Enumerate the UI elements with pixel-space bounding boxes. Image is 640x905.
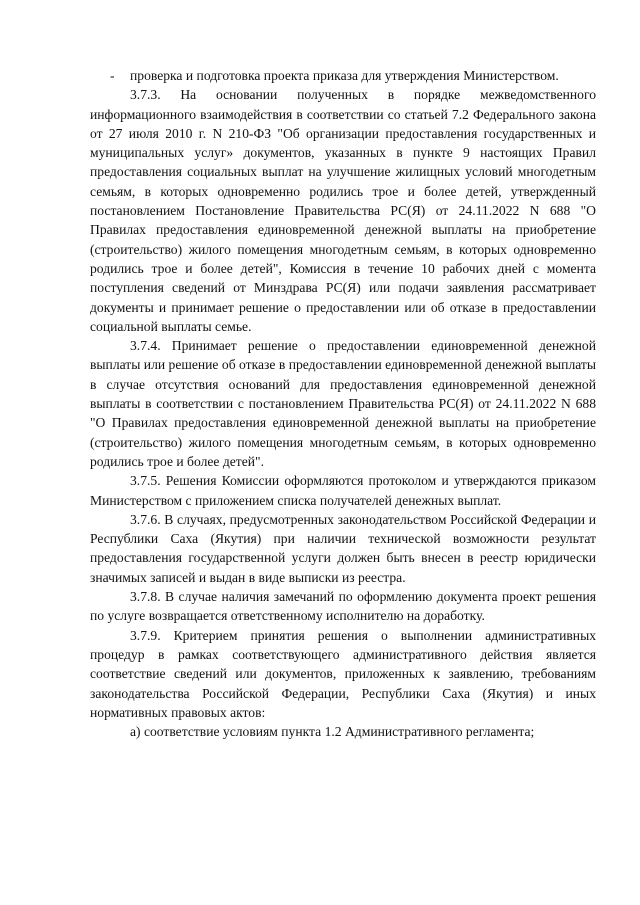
paragraph-3-7-6: 3.7.6. В случаях, предусмотренных законодательством Российской Федерации и Республики Саха (Якутия) при наличии технической возможности результат предоставления государственной услуги должен быть внесен в реестр юридически значимых записей и выдан в виде выписки из реестра. xyxy=(90,511,596,585)
paragraph-3-7-5: 3.7.5. Решения Комиссии оформляются протоколом и утверждаются приказом Министерством с приложением списка получателей денежных выплат. xyxy=(90,473,596,508)
paragraph-3-7-3: 3.7.3. На основании полученных в порядке межведомственного информационного взаимодействия в соответствии со статьей 7.2 Федерального закона от 27 июля 2010 г. N 210-ФЗ "Об организации предоставления государственных и муниципальных услуг» документов, указанных в пункте 9 настоящих Правил предоставления социальных выплат на улучшение жилищных условий многодетным семьям, в которых одновременно родились трое и более детей, утвержденный постановлением Постановление Правительства РС(Я) от 24.11.2022 N 688 "О Правилах предоставления единовременной денежной выплаты на приобретение (строительство) жилого помещения многодетным семьям, в которых одновременно родились трое и более детей", Комиссия в течение 10 рабочих дней с момента поступления сведений от Минздрава РС(Я) или подачи заявления рассматривает документы и принимает решение о предоставлении или об отказе в предоставлении социальной выплаты семье. xyxy=(90,87,596,334)
list-dash-marker: - xyxy=(110,68,115,83)
paragraph-3-7-4: 3.7.4. Принимает решение о предоставлении единовременной денежной выплаты или решение об отказе в предоставлении единовременной денежной выплаты в случае отсутствия оснований для предоставления единовременной денежной выплаты в соответствии с постановлением Правительства РС(Я) от 24.11.2022 N 688 "О Правилах предоставления единовременной денежной выплаты на приобретение (строительство) жилого помещения многодетным семьям, в которых одновременно родились трое и более детей". xyxy=(90,338,596,469)
paragraph-dash-item xyxy=(90,66,596,85)
paragraph-3-7-9: 3.7.9. Критерием принятия решения о выполнении административных процедур в рамках соответствующего административного действия является соответствие сведений или документов, приложенных к заявлению, требованиям законодательства Российской Федерации, Республики Саха (Якутия) и иных нормативных правовых актов: xyxy=(90,627,596,720)
paragraph-text: проверка и подготовка проекта приказа для утверждения Министерством. xyxy=(130,68,559,83)
paragraph-3-7-8: 3.7.8. В случае наличия замечаний по оформлению документа проект решения по услуге возвращается ответственному исполнителю на доработку. xyxy=(90,589,596,624)
document-page xyxy=(90,66,596,741)
paragraph-item-a: а) соответствие условиям пункта 1.2 Административного регламента; xyxy=(130,724,535,740)
